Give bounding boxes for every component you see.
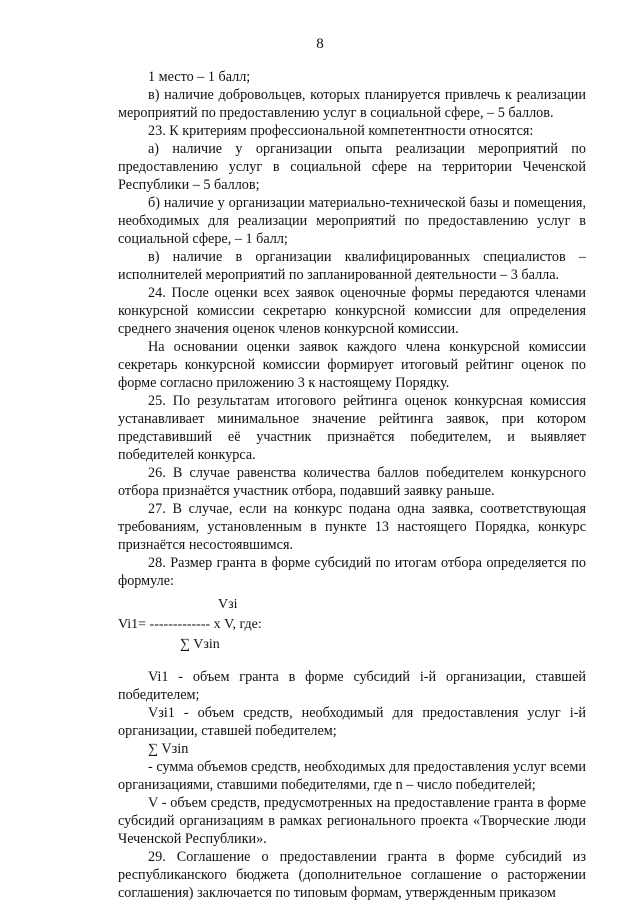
page-number: 8	[316, 36, 324, 52]
paragraph-23-c: в) наличие в организации квалифицированных специалистов – исполнителей мероприятий по запланированной деятельности – 3 балла.	[118, 249, 586, 283]
paragraph-24-continued: На основании оценки заявок каждого члена конкурсной комиссии секретарь конкурсной комиссии формирует итоговый рейтинг оценок по форме согласно приложению 3 к настоящему Порядку.	[118, 339, 586, 391]
paragraph-27: 27. В случае, если на конкурс подана одна заявка, соответствующая требованиям, установленным в пункте 13 настоящего Порядка, конкурс признаётся несостоявшимся.	[118, 501, 586, 553]
formula-numerator: Vзi	[218, 597, 238, 612]
formula-denominator: ∑ Vзin	[180, 637, 220, 652]
definition-v: V - объем средств, предусмотренных на предоставление гранта в форме субсидий организациям в рамках регионального проекта «Творческие люди Чеченской Республики».	[118, 795, 586, 847]
paragraph-26: 26. В случае равенства количества баллов победителем конкурсного отбора признаётся участник отбора, подавший заявку раньше.	[118, 465, 586, 499]
paragraph-1: 1 место – 1 балл;	[148, 69, 251, 85]
definition-vzi1: Vзi1 - объем средств, необходимый для предоставления услуг i-й организации, ставшей победителем;	[118, 705, 586, 739]
document-body	[118, 68, 586, 902]
paragraph-2: в) наличие добровольцев, которых планируется привлечь к реализации мероприятий по предоставлению услуг в социальной сфере, – 5 баллов.	[118, 87, 586, 121]
definition-sum-symbol: ∑ Vзin	[148, 741, 189, 757]
formula-main-line: Vi1= ------------- х V, где:	[118, 617, 262, 632]
paragraph-24: 24. После оценки всех заявок оценочные формы передаются членами конкурсной комиссии секретарю конкурсной комиссии для определения среднего значения оценок членов конкурсной комиссии.	[118, 285, 586, 337]
paragraph-23-heading: 23. К критериям профессиональной компетентности относятся:	[148, 123, 534, 139]
definition-sum: - сумма объемов средств, необходимых для предоставления услуг всеми организациями, ставшими победителями, где n – число победителей;	[118, 759, 586, 793]
paragraph-29: 29. Соглашение о предоставлении гранта в форме субсидий из республиканского бюджета (дополнительное соглашение о расторжении соглашения) заключается по типовым формам, утвержденным приказом	[118, 849, 586, 901]
paragraph-25: 25. По результатам итогового рейтинга оценок конкурсная комиссия устанавливает минимальное значение рейтинга заявок, при котором представивший её участник признаётся победителем, и выявляет победителей конкурса.	[118, 393, 586, 463]
paragraph-28: 28. Размер гранта в форме субсидий по итогам отбора определяется по формуле:	[118, 555, 586, 589]
definition-vi1: Vi1 - объем гранта в форме субсидий i-й организации, ставшей победителем;	[118, 669, 586, 703]
grant-formula	[118, 592, 586, 662]
paragraph-23-a: а) наличие у организации опыта реализации мероприятий по предоставлению услуг в социальной сфере на территории Чеченской Республики – 5 баллов;	[118, 141, 586, 193]
paragraph-23-b: б) наличие у организации материально-технической базы и помещения, необходимых для реализации мероприятий по предоставлению услуг в социальной сфере, – 1 балл;	[118, 195, 586, 247]
